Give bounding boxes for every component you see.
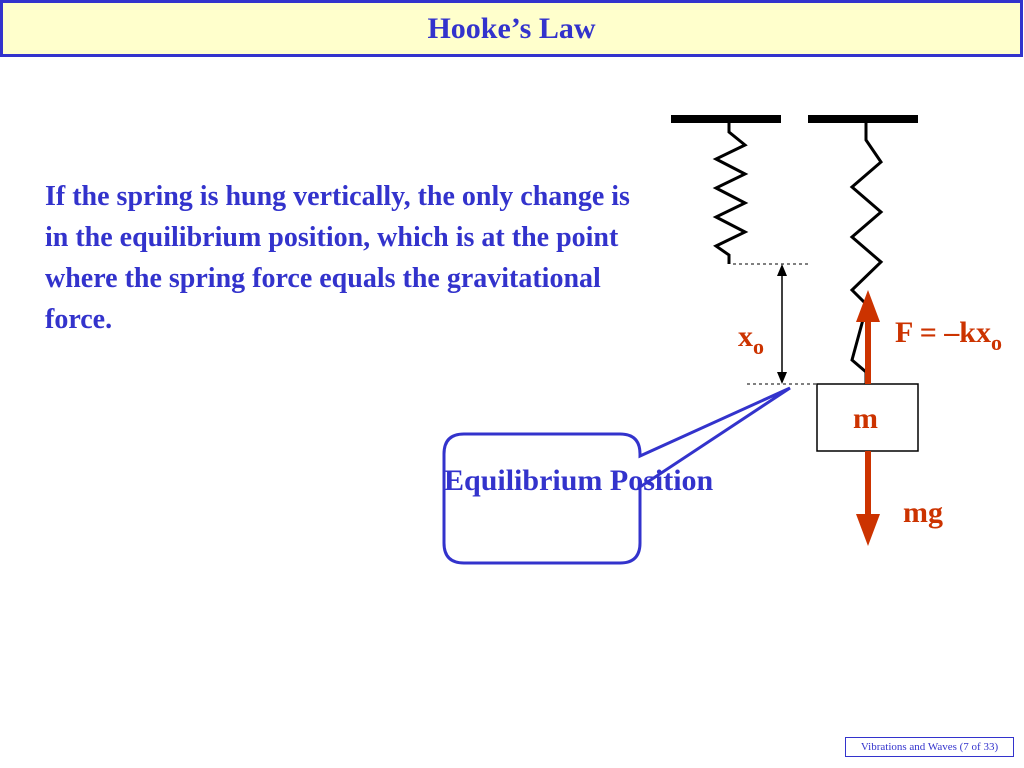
spring-force-label xyxy=(895,316,1002,356)
weight-label: mg xyxy=(903,496,943,529)
body-text: If the spring is hung vertically, the only change is in the equilibrium position, which is at the point where the spring force equals the gravitational force. xyxy=(45,181,630,335)
gravity-arrowhead xyxy=(856,514,880,546)
displacement-label xyxy=(738,320,764,360)
spring-unstretched xyxy=(716,121,745,264)
slide-title: Hooke’s Law xyxy=(427,11,596,45)
displacement-subscript: o xyxy=(753,334,764,359)
force-subscript: o xyxy=(991,330,1002,355)
spring-force-arrowhead xyxy=(856,290,880,322)
x0-arrowhead-bottom xyxy=(777,372,787,384)
displacement-symbol: x xyxy=(738,320,753,353)
callout-label: Equilibrium Position xyxy=(444,464,714,497)
force-formula: F = –kx xyxy=(895,316,991,349)
slide-footer: Vibrations and Waves (7 of 33) xyxy=(845,737,1014,757)
mass-label: m xyxy=(853,402,878,435)
x0-arrowhead-top xyxy=(777,264,787,276)
